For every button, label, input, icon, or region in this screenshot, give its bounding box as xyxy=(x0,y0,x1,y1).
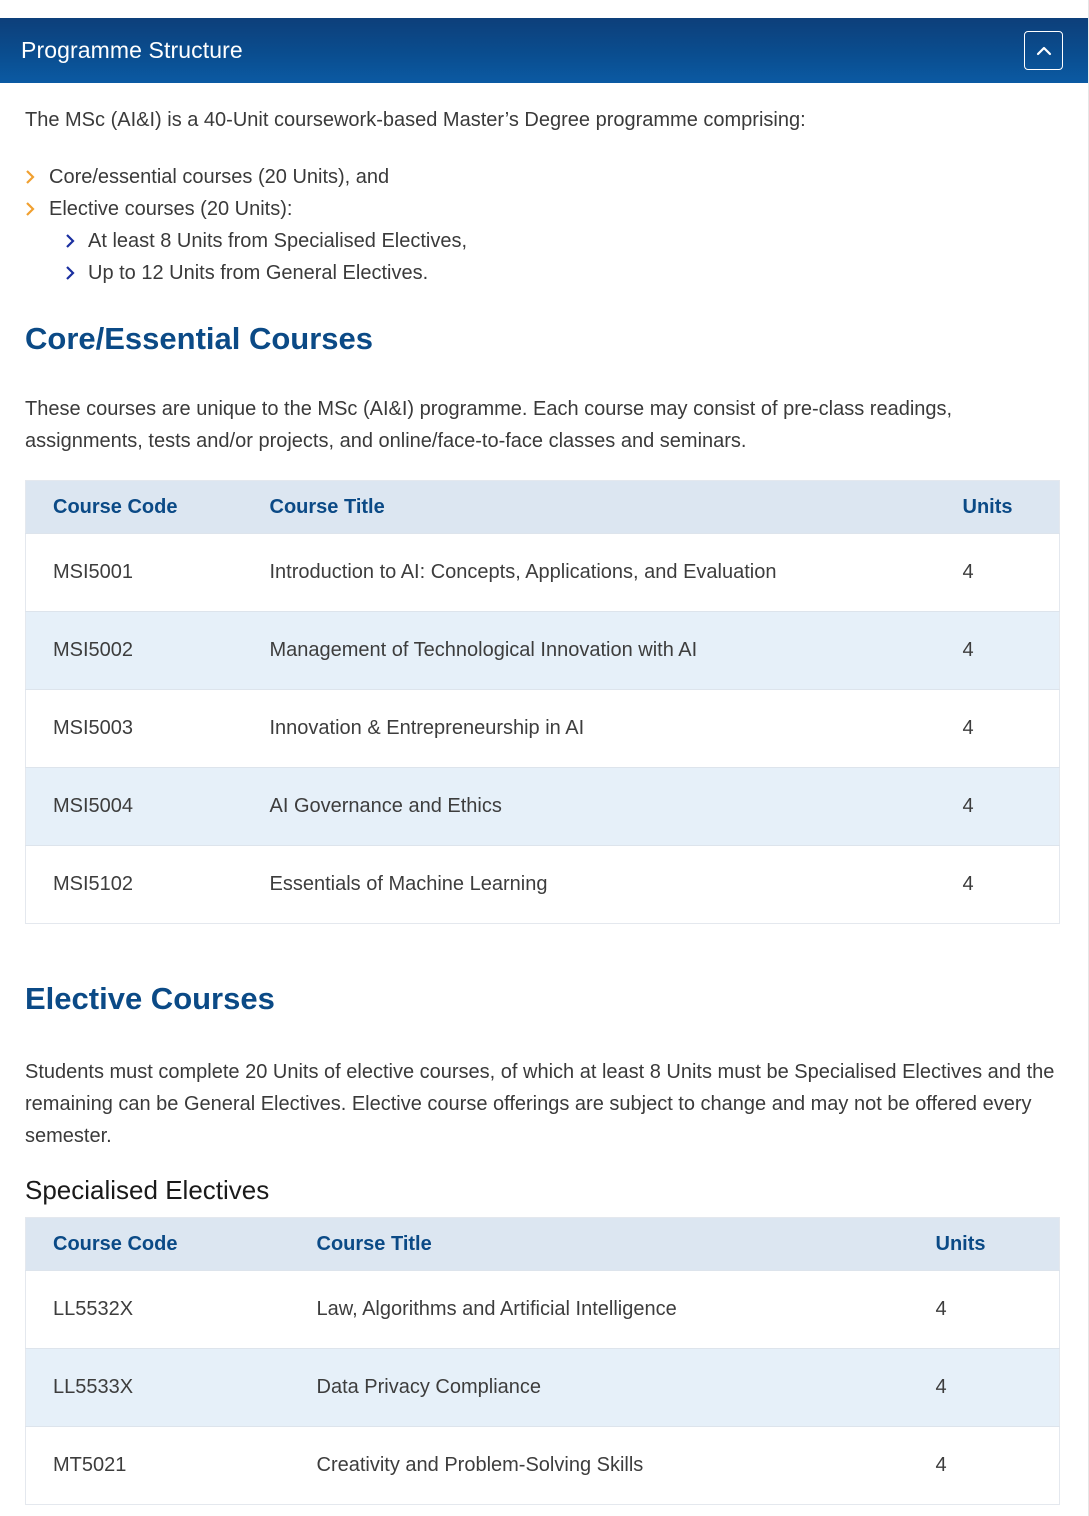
structure-item-label: At least 8 Units from Specialised Electives, xyxy=(88,230,468,252)
course-code: MSI5002 xyxy=(53,639,134,661)
course-units: 4 xyxy=(935,1298,947,1320)
structure-item-label: Elective courses (20 Units): xyxy=(49,198,293,220)
table-row xyxy=(26,1271,1060,1349)
table-row xyxy=(26,846,1060,924)
course-title: Law, Algorithms and Artificial Intelligence xyxy=(316,1298,677,1320)
column-header-title: Course Title xyxy=(316,1232,432,1255)
structure-item-label: Core/essential courses (20 Units), and xyxy=(49,166,390,188)
table-row xyxy=(26,612,1060,690)
elective-courses-description: Students must complete 20 Units of elective courses, of which at least 8 Units must be Specialised Electives and the remaining can be General Electives. Elective course offerings are subject to change and may not be offered every semester. xyxy=(25,1061,1055,1147)
course-units: 4 xyxy=(962,717,974,739)
structure-item-elective xyxy=(25,193,467,225)
column-header-title: Course Title xyxy=(269,495,385,518)
accordion-title: Programme Structure xyxy=(21,37,243,63)
elective-courses-heading: Elective Courses xyxy=(25,981,275,1016)
course-code: LL5532X xyxy=(53,1298,134,1320)
accordion-header[interactable] xyxy=(0,18,1089,83)
specialised-electives-table xyxy=(25,1217,1060,1505)
course-units: 4 xyxy=(935,1376,947,1398)
structure-subitem-specialised xyxy=(25,225,467,257)
specialised-electives-heading: Specialised Electives xyxy=(25,1175,270,1205)
chevron-right-icon xyxy=(65,266,75,280)
structure-item-core xyxy=(25,161,467,193)
course-code: MSI5001 xyxy=(53,561,134,583)
course-title: Data Privacy Compliance xyxy=(316,1376,542,1398)
course-title: Essentials of Machine Learning xyxy=(269,873,548,895)
course-title: Management of Technological Innovation with AI xyxy=(269,639,698,661)
course-code: LL5533X xyxy=(53,1376,134,1398)
chevron-up-icon xyxy=(1036,45,1052,56)
structure-subitem-general xyxy=(25,257,467,289)
course-code: MT5021 xyxy=(53,1454,127,1476)
column-header-units: Units xyxy=(935,1232,986,1255)
course-units: 4 xyxy=(962,873,974,895)
course-code: MSI5004 xyxy=(53,795,134,817)
table-row xyxy=(26,534,1060,612)
structure-item-label: Up to 12 Units from General Electives. xyxy=(88,262,429,284)
structure-list xyxy=(25,161,467,289)
table-header-row xyxy=(26,481,1060,534)
column-header-code: Course Code xyxy=(53,495,178,518)
course-title: Introduction to AI: Concepts, Applications, and Evaluation xyxy=(269,561,777,583)
course-units: 4 xyxy=(935,1454,947,1476)
column-header-code: Course Code xyxy=(53,1232,178,1255)
table-header-row xyxy=(26,1218,1060,1271)
chevron-right-icon xyxy=(25,170,35,184)
course-title: Creativity and Problem-Solving Skills xyxy=(316,1454,644,1476)
chevron-right-icon xyxy=(65,234,75,248)
course-title: Innovation & Entrepreneurship in AI xyxy=(269,717,585,739)
course-code: MSI5102 xyxy=(53,873,134,895)
table-row xyxy=(26,1349,1060,1427)
course-units: 4 xyxy=(962,639,974,661)
course-code: MSI5003 xyxy=(53,717,134,739)
core-courses-heading: Core/Essential Courses xyxy=(25,321,374,356)
course-units: 4 xyxy=(962,795,974,817)
core-courses-description: These courses are unique to the MSc (AI&I) programme. Each course may consist of pre-class readings, assignments, tests and/or projects, and online/face-to-face classes and seminars. xyxy=(25,398,953,452)
core-courses-table xyxy=(25,480,1060,924)
chevron-right-icon xyxy=(25,202,35,216)
table-row xyxy=(26,768,1060,846)
column-header-units: Units xyxy=(962,495,1013,518)
course-units: 4 xyxy=(962,561,974,583)
table-row xyxy=(26,1427,1060,1505)
collapse-button[interactable] xyxy=(1024,31,1063,70)
table-row xyxy=(26,690,1060,768)
course-title: AI Governance and Ethics xyxy=(269,795,502,817)
intro-text: The MSc (AI&I) is a 40-Unit coursework-based Master’s Degree programme comprising: xyxy=(25,109,806,131)
